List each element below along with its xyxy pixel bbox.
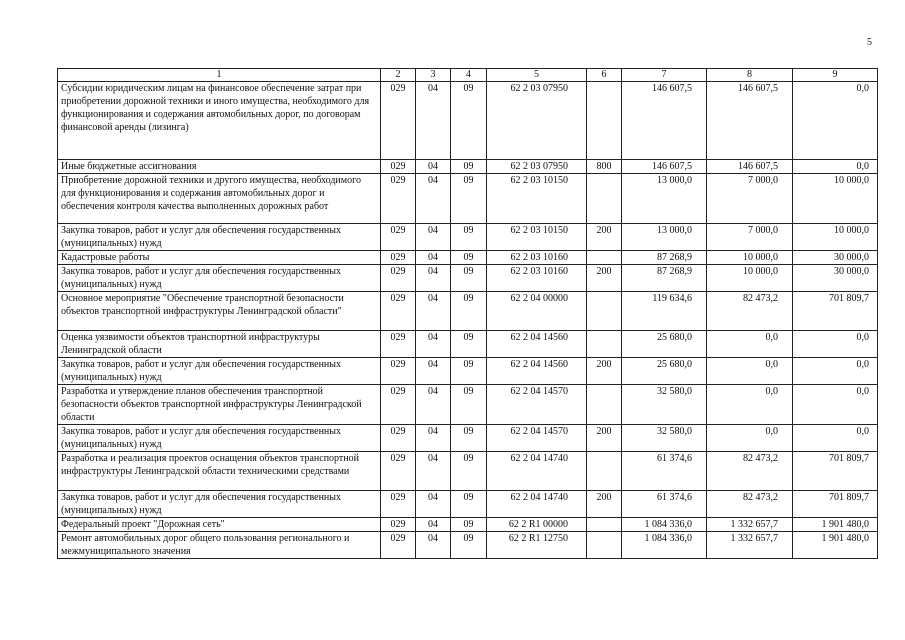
amount-col8: 10 000,0	[707, 251, 793, 265]
table-row	[58, 224, 878, 251]
target-article-code: 62 2 04 14740	[487, 452, 587, 491]
subsection-code: 09	[451, 224, 487, 251]
subsection-code: 09	[451, 491, 487, 518]
amount-col9: 701 809,7	[793, 292, 878, 331]
section-code: 04	[416, 174, 451, 224]
header-row	[58, 69, 878, 82]
subsection-code: 09	[451, 82, 487, 160]
table-row	[58, 358, 878, 385]
target-article-code: 62 2 03 10150	[487, 174, 587, 224]
amount-col8: 82 473,2	[707, 292, 793, 331]
amount-col8: 0,0	[707, 331, 793, 358]
section-code: 04	[416, 224, 451, 251]
amount-col7: 32 580,0	[622, 385, 707, 425]
amount-col7: 13 000,0	[622, 174, 707, 224]
item-name: Субсидии юридическим лицам на финансовое обеспечение затрат при приобретении дорожной техники и иного имущества, необходимого для функционирования и содержания автомобильных дорог, по договорам финансовой аренды (лизинга)	[58, 82, 381, 160]
table-row	[58, 292, 878, 331]
amount-col8: 82 473,2	[707, 452, 793, 491]
item-name: Закупка товаров, работ и услуг для обеспечения государственных (муниципальных) нужд	[58, 491, 381, 518]
ministry-code: 029	[381, 292, 416, 331]
section-code: 04	[416, 251, 451, 265]
item-name: Ремонт автомобильных дорог общего пользования регионального и межмуниципального значения	[58, 532, 381, 559]
subsection-code: 09	[451, 331, 487, 358]
expense-type-code	[587, 452, 622, 491]
table-row	[58, 174, 878, 224]
expense-type-code	[587, 174, 622, 224]
amount-col8: 0,0	[707, 358, 793, 385]
amount-col9: 30 000,0	[793, 265, 878, 292]
amount-col9: 0,0	[793, 331, 878, 358]
amount-col8: 0,0	[707, 425, 793, 452]
amount-col7: 87 268,9	[622, 265, 707, 292]
ministry-code: 029	[381, 425, 416, 452]
section-code: 04	[416, 82, 451, 160]
ministry-code: 029	[381, 265, 416, 292]
expense-type-code	[587, 331, 622, 358]
expense-type-code	[587, 385, 622, 425]
amount-col9: 701 809,7	[793, 491, 878, 518]
subsection-code: 09	[451, 251, 487, 265]
amount-col7: 61 374,6	[622, 491, 707, 518]
column-header: 4	[451, 69, 487, 82]
ministry-code: 029	[381, 331, 416, 358]
item-name: Оценка уязвимости объектов транспортной инфраструктуры Ленинградской области	[58, 331, 381, 358]
item-name: Иные бюджетные ассигнования	[58, 160, 381, 174]
amount-col8: 10 000,0	[707, 265, 793, 292]
column-header: 5	[487, 69, 587, 82]
target-article-code: 62 2 03 10160	[487, 265, 587, 292]
amount-col7: 1 084 336,0	[622, 532, 707, 559]
amount-col9: 701 809,7	[793, 452, 878, 491]
amount-col7: 119 634,6	[622, 292, 707, 331]
table-row	[58, 82, 878, 160]
target-article-code: 62 2 04 00000	[487, 292, 587, 331]
subsection-code: 09	[451, 358, 487, 385]
subsection-code: 09	[451, 452, 487, 491]
table-row	[58, 331, 878, 358]
section-code: 04	[416, 331, 451, 358]
subsection-code: 09	[451, 160, 487, 174]
target-article-code: 62 2 03 10160	[487, 251, 587, 265]
amount-col7: 25 680,0	[622, 331, 707, 358]
ministry-code: 029	[381, 452, 416, 491]
expense-type-code: 200	[587, 491, 622, 518]
section-code: 04	[416, 491, 451, 518]
subsection-code: 09	[451, 265, 487, 292]
item-name: Закупка товаров, работ и услуг для обеспечения государственных (муниципальных) нужд	[58, 265, 381, 292]
expense-type-code	[587, 518, 622, 532]
ministry-code: 029	[381, 174, 416, 224]
column-header: 6	[587, 69, 622, 82]
amount-col9: 0,0	[793, 160, 878, 174]
amount-col9: 0,0	[793, 425, 878, 452]
expense-type-code: 200	[587, 358, 622, 385]
item-name: Разработка и реализация проектов оснащения объектов транспортной инфраструктуры Ленинградской области техническими средствами	[58, 452, 381, 491]
amount-col9: 0,0	[793, 358, 878, 385]
item-name: Основное мероприятие "Обеспечение транспортной безопасности объектов транспортной инфраструктуры Ленинградской области"	[58, 292, 381, 331]
amount-col7: 32 580,0	[622, 425, 707, 452]
column-header: 7	[622, 69, 707, 82]
section-code: 04	[416, 518, 451, 532]
expense-type-code: 200	[587, 265, 622, 292]
subsection-code: 09	[451, 292, 487, 331]
amount-col7: 61 374,6	[622, 452, 707, 491]
section-code: 04	[416, 265, 451, 292]
amount-col7: 25 680,0	[622, 358, 707, 385]
amount-col7: 87 268,9	[622, 251, 707, 265]
ministry-code: 029	[381, 358, 416, 385]
ministry-code: 029	[381, 160, 416, 174]
target-article-code: 62 2 04 14560	[487, 331, 587, 358]
section-code: 04	[416, 358, 451, 385]
expense-type-code: 800	[587, 160, 622, 174]
ministry-code: 029	[381, 532, 416, 559]
section-code: 04	[416, 385, 451, 425]
amount-col7: 13 000,0	[622, 224, 707, 251]
subsection-code: 09	[451, 518, 487, 532]
table-row	[58, 452, 878, 491]
amount-col8: 146 607,5	[707, 160, 793, 174]
amount-col8: 82 473,2	[707, 491, 793, 518]
amount-col8: 7 000,0	[707, 174, 793, 224]
expense-type-code	[587, 532, 622, 559]
item-name: Приобретение дорожной техники и другого имущества, необходимого для функционирования и содержания автомобильных дорог и обеспечения контроля качества выполненных дорожных работ	[58, 174, 381, 224]
item-name: Закупка товаров, работ и услуг для обеспечения государственных (муниципальных) нужд	[58, 358, 381, 385]
table-row	[58, 425, 878, 452]
amount-col9: 0,0	[793, 385, 878, 425]
column-header: 9	[793, 69, 878, 82]
ministry-code: 029	[381, 82, 416, 160]
column-header: 3	[416, 69, 451, 82]
budget-table	[57, 68, 878, 559]
amount-col9: 1 901 480,0	[793, 532, 878, 559]
ministry-code: 029	[381, 385, 416, 425]
target-article-code: 62 2 R1 00000	[487, 518, 587, 532]
item-name: Разработка и утверждение планов обеспечения транспортной безопасности объектов транспортной инфраструктуры Ленинградской области	[58, 385, 381, 425]
expense-type-code	[587, 251, 622, 265]
amount-col9: 30 000,0	[793, 251, 878, 265]
item-name: Кадастровые работы	[58, 251, 381, 265]
section-code: 04	[416, 532, 451, 559]
subsection-code: 09	[451, 385, 487, 425]
table-row	[58, 532, 878, 559]
column-header: 1	[58, 69, 381, 82]
section-code: 04	[416, 160, 451, 174]
subsection-code: 09	[451, 532, 487, 559]
section-code: 04	[416, 425, 451, 452]
ministry-code: 029	[381, 251, 416, 265]
column-header: 2	[381, 69, 416, 82]
expense-type-code	[587, 292, 622, 331]
amount-col7: 146 607,5	[622, 82, 707, 160]
amount-col9: 1 901 480,0	[793, 518, 878, 532]
target-article-code: 62 2 R1 12750	[487, 532, 587, 559]
amount-col9: 10 000,0	[793, 224, 878, 251]
target-article-code: 62 2 04 14560	[487, 358, 587, 385]
expense-type-code	[587, 82, 622, 160]
amount-col8: 0,0	[707, 385, 793, 425]
target-article-code: 62 2 04 14740	[487, 491, 587, 518]
target-article-code: 62 2 04 14570	[487, 385, 587, 425]
table-row	[58, 160, 878, 174]
item-name: Федеральный проект "Дорожная сеть"	[58, 518, 381, 532]
column-header: 8	[707, 69, 793, 82]
section-code: 04	[416, 292, 451, 331]
target-article-code: 62 2 03 07950	[487, 82, 587, 160]
item-name: Закупка товаров, работ и услуг для обеспечения государственных (муниципальных) нужд	[58, 224, 381, 251]
target-article-code: 62 2 03 10150	[487, 224, 587, 251]
amount-col8: 146 607,5	[707, 82, 793, 160]
table-row	[58, 265, 878, 292]
amount-col8: 7 000,0	[707, 224, 793, 251]
table-row	[58, 251, 878, 265]
page-number: 5	[867, 37, 872, 48]
ministry-code: 029	[381, 491, 416, 518]
table-row	[58, 491, 878, 518]
amount-col8: 1 332 657,7	[707, 532, 793, 559]
target-article-code: 62 2 04 14570	[487, 425, 587, 452]
section-code: 04	[416, 452, 451, 491]
amount-col9: 10 000,0	[793, 174, 878, 224]
expense-type-code: 200	[587, 425, 622, 452]
amount-col7: 146 607,5	[622, 160, 707, 174]
ministry-code: 029	[381, 518, 416, 532]
amount-col7: 1 084 336,0	[622, 518, 707, 532]
amount-col9: 0,0	[793, 82, 878, 160]
subsection-code: 09	[451, 425, 487, 452]
expense-type-code: 200	[587, 224, 622, 251]
item-name: Закупка товаров, работ и услуг для обеспечения государственных (муниципальных) нужд	[58, 425, 381, 452]
table-row	[58, 518, 878, 532]
subsection-code: 09	[451, 174, 487, 224]
target-article-code: 62 2 03 07950	[487, 160, 587, 174]
amount-col8: 1 332 657,7	[707, 518, 793, 532]
ministry-code: 029	[381, 224, 416, 251]
table-row	[58, 385, 878, 425]
